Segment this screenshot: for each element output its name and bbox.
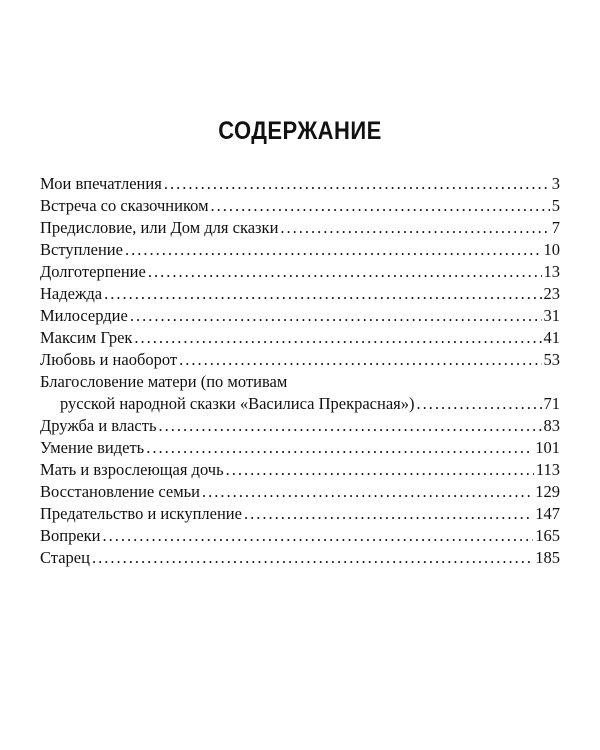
toc-page-number: 83 xyxy=(543,416,560,435)
toc-page-number: 147 xyxy=(535,504,560,523)
toc-leader-dots xyxy=(202,481,533,503)
toc-entry-label: Любовь и наоборот xyxy=(40,350,178,369)
toc-page-number: 53 xyxy=(543,350,560,369)
toc-page-number: 7 xyxy=(551,218,560,237)
toc-entry-continuation xyxy=(40,393,560,415)
toc-leader-dots xyxy=(92,547,533,569)
toc-leader-dots xyxy=(244,503,533,525)
toc-leader-dots xyxy=(159,415,542,437)
toc-entry-label: Долготерпение xyxy=(40,262,146,281)
toc-entry xyxy=(40,415,560,437)
toc-leader-dots xyxy=(179,349,541,371)
toc-leader-dots xyxy=(146,437,533,459)
toc-page-number: 113 xyxy=(535,460,560,479)
toc-entry xyxy=(40,525,560,547)
toc-entry-label: Мать и взрослеющая дочь xyxy=(40,460,224,479)
toc-page-number: 101 xyxy=(535,438,560,457)
toc-entry xyxy=(40,481,560,503)
toc-page-number: 13 xyxy=(543,262,560,281)
toc-leader-dots xyxy=(164,173,550,195)
toc-entry xyxy=(40,349,560,371)
toc-entry-label: Вступление xyxy=(40,240,123,259)
toc-entry-label: Надежда xyxy=(40,284,103,303)
page-title: СОДЕРЖАНИЕ xyxy=(218,117,382,145)
toc-leader-dots xyxy=(104,283,541,305)
toc-entry xyxy=(40,283,560,305)
toc-leader-dots xyxy=(211,195,550,217)
toc-page-number: 10 xyxy=(543,240,560,259)
toc-leader-dots xyxy=(226,459,534,481)
toc-leader-dots xyxy=(125,239,542,261)
toc-entry-first-line xyxy=(40,371,560,393)
toc-entry-label: Максим Грек xyxy=(40,328,133,347)
toc-entry-label: Предисловие, или Дом для сказки xyxy=(40,218,279,237)
toc-entry xyxy=(40,173,560,195)
toc-page-number: 31 xyxy=(543,306,560,325)
toc-entry-label: Умение видеть xyxy=(40,438,145,457)
toc-page-number: 129 xyxy=(535,482,560,501)
toc-entry xyxy=(40,195,560,217)
toc-page-number: 41 xyxy=(543,328,560,347)
toc-entry xyxy=(40,217,560,239)
toc-leader-dots xyxy=(280,217,549,239)
toc-page-number: 5 xyxy=(551,196,560,215)
toc-leader-dots xyxy=(416,393,541,415)
toc-entry-label: Вопреки xyxy=(40,526,101,545)
toc-entry-label: Восстановление семьи xyxy=(40,482,201,501)
toc-entry-label: Предательство и искупление xyxy=(40,504,242,523)
toc-entry xyxy=(40,437,560,459)
toc-leader-dots xyxy=(103,525,534,547)
toc-leader-dots xyxy=(148,261,542,283)
toc-entry-label: Мои впечатления xyxy=(40,174,162,193)
toc-page-number: 185 xyxy=(535,548,560,567)
toc-entry-label: Старец xyxy=(40,548,90,567)
toc-entry-label: Благословение матери (по мотивам xyxy=(40,372,288,391)
toc-page-number: 23 xyxy=(543,284,560,303)
toc-page-number: 71 xyxy=(543,394,560,413)
toc-leader-dots xyxy=(130,305,542,327)
toc-entry xyxy=(40,239,560,261)
toc-entry-label: Дружба и власть xyxy=(40,416,157,435)
toc-entry xyxy=(40,261,560,283)
toc-entry-label: Встреча со сказочником xyxy=(40,196,209,215)
toc-entry xyxy=(40,305,560,327)
toc-page-number: 3 xyxy=(551,174,560,193)
toc-entry xyxy=(40,327,560,349)
toc-leader-dots xyxy=(134,327,541,349)
table-of-contents xyxy=(40,173,560,569)
toc-entry-label: Милосердие xyxy=(40,306,128,325)
toc-entry xyxy=(40,547,560,569)
toc-entry-label: русской народной сказки «Василиса Прекрасная») xyxy=(60,394,415,413)
toc-entry xyxy=(40,503,560,525)
toc-entry xyxy=(40,459,560,481)
toc-page-number: 165 xyxy=(535,526,560,545)
